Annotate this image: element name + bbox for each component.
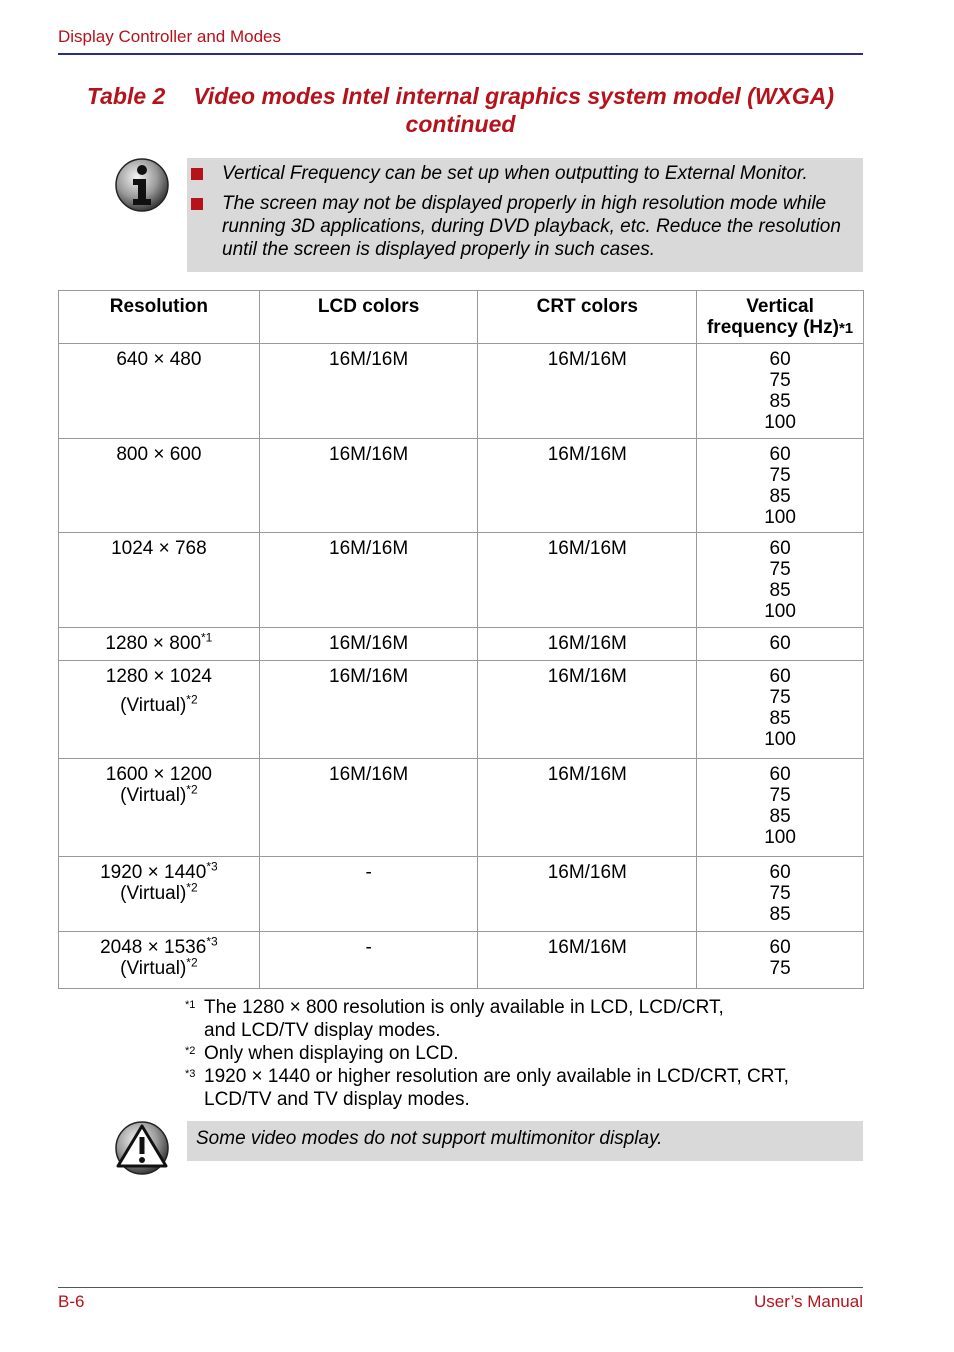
warning-note (187, 1121, 863, 1161)
bullet-square-icon (191, 168, 203, 180)
warning-note-text: Some video modes do not support multimonitor display. (196, 1128, 663, 1149)
footnote: *2 Only when displaying on LCD. (185, 1043, 459, 1064)
table-row: 800 × 600 16M/16M 16M/16M 60 75 85 100 (59, 439, 864, 533)
freq-cell: 60 75 85 100 (697, 759, 864, 857)
info-note-item: Vertical Frequency can be set up when outputting to External Monitor. (187, 162, 863, 185)
table-title-continued: continued (405, 111, 516, 137)
table-row: 640 × 480 16M/16M 16M/16M 60 75 85 100 (59, 344, 864, 439)
video-modes-table (58, 290, 864, 989)
header-rule (58, 53, 863, 55)
running-header: Display Controller and Modes (58, 27, 281, 46)
col-header-resolution: Resolution (59, 291, 260, 344)
table-label: Table 2 (86, 83, 166, 109)
footer-rule (58, 1287, 863, 1288)
col-header-lcd: LCD colors (259, 291, 478, 344)
footnote: *3 1920 × 1440 or higher resolution are only available in LCD/CRT, CRT, LCD/TV and TV display modes. (185, 1066, 789, 1110)
freq-cell: 60 75 85 100 (697, 661, 864, 759)
freq-cell: 60 75 85 100 (697, 344, 864, 439)
freq-cell: 60 75 85 (697, 857, 864, 932)
info-note (187, 158, 863, 272)
info-note-item: The screen may not be displayed properly in high resolution mode while running 3D applications, during DVD playback, etc. Reduce the resolution until the screen is displayed properly in such cases. (187, 192, 863, 261)
info-icon (114, 157, 170, 213)
footnote: *1 The 1280 × 800 resolution is only available in LCD, LCD/CRT, and LCD/TV display modes. (185, 997, 724, 1041)
freq-cell: 60 75 (697, 932, 864, 989)
freq-cell: 60 75 85 100 (697, 533, 864, 628)
freq-cell: 60 (697, 628, 864, 661)
table-row: $2048 \times 1536^{*3}$ (Virtual)$^{*2}$ - 16M/16M 60 75 (59, 932, 864, 989)
manual-name: User’s Manual (754, 1292, 863, 1311)
table-row: $1280 \times 800^{*1}$ 16M/16M 16M/16M 60 (59, 628, 864, 661)
col-header-crt: CRT colors (478, 291, 697, 344)
table-title (58, 82, 863, 138)
page-number: B-6 (58, 1292, 85, 1311)
table-row: 1600 × 1200 (Virtual)$^{*2}$ 16M/16M 16M/16M 60 75 85 100 (59, 759, 864, 857)
table-row: 1280 × 1024 (Virtual)$^{*2}$ 16M/16M 16M/16M 60 75 85 100 (59, 661, 864, 759)
bullet-square-icon (191, 198, 203, 210)
table-row: 1024 × 768 16M/16M 16M/16M 60 75 85 100 (59, 533, 864, 628)
footnotes (185, 996, 789, 1111)
col-header-vertical: Vertical frequency (Hz)*1 (697, 291, 864, 344)
table-row: $1920 \times 1440^{*3}$ (Virtual)$^{*2}$ - 16M/16M 60 75 85 (59, 857, 864, 932)
freq-cell: 60 75 85 100 (697, 439, 864, 533)
warning-icon (114, 1120, 170, 1176)
table-title-text: Video modes Intel internal graphics system model (WXGA) (193, 83, 835, 109)
